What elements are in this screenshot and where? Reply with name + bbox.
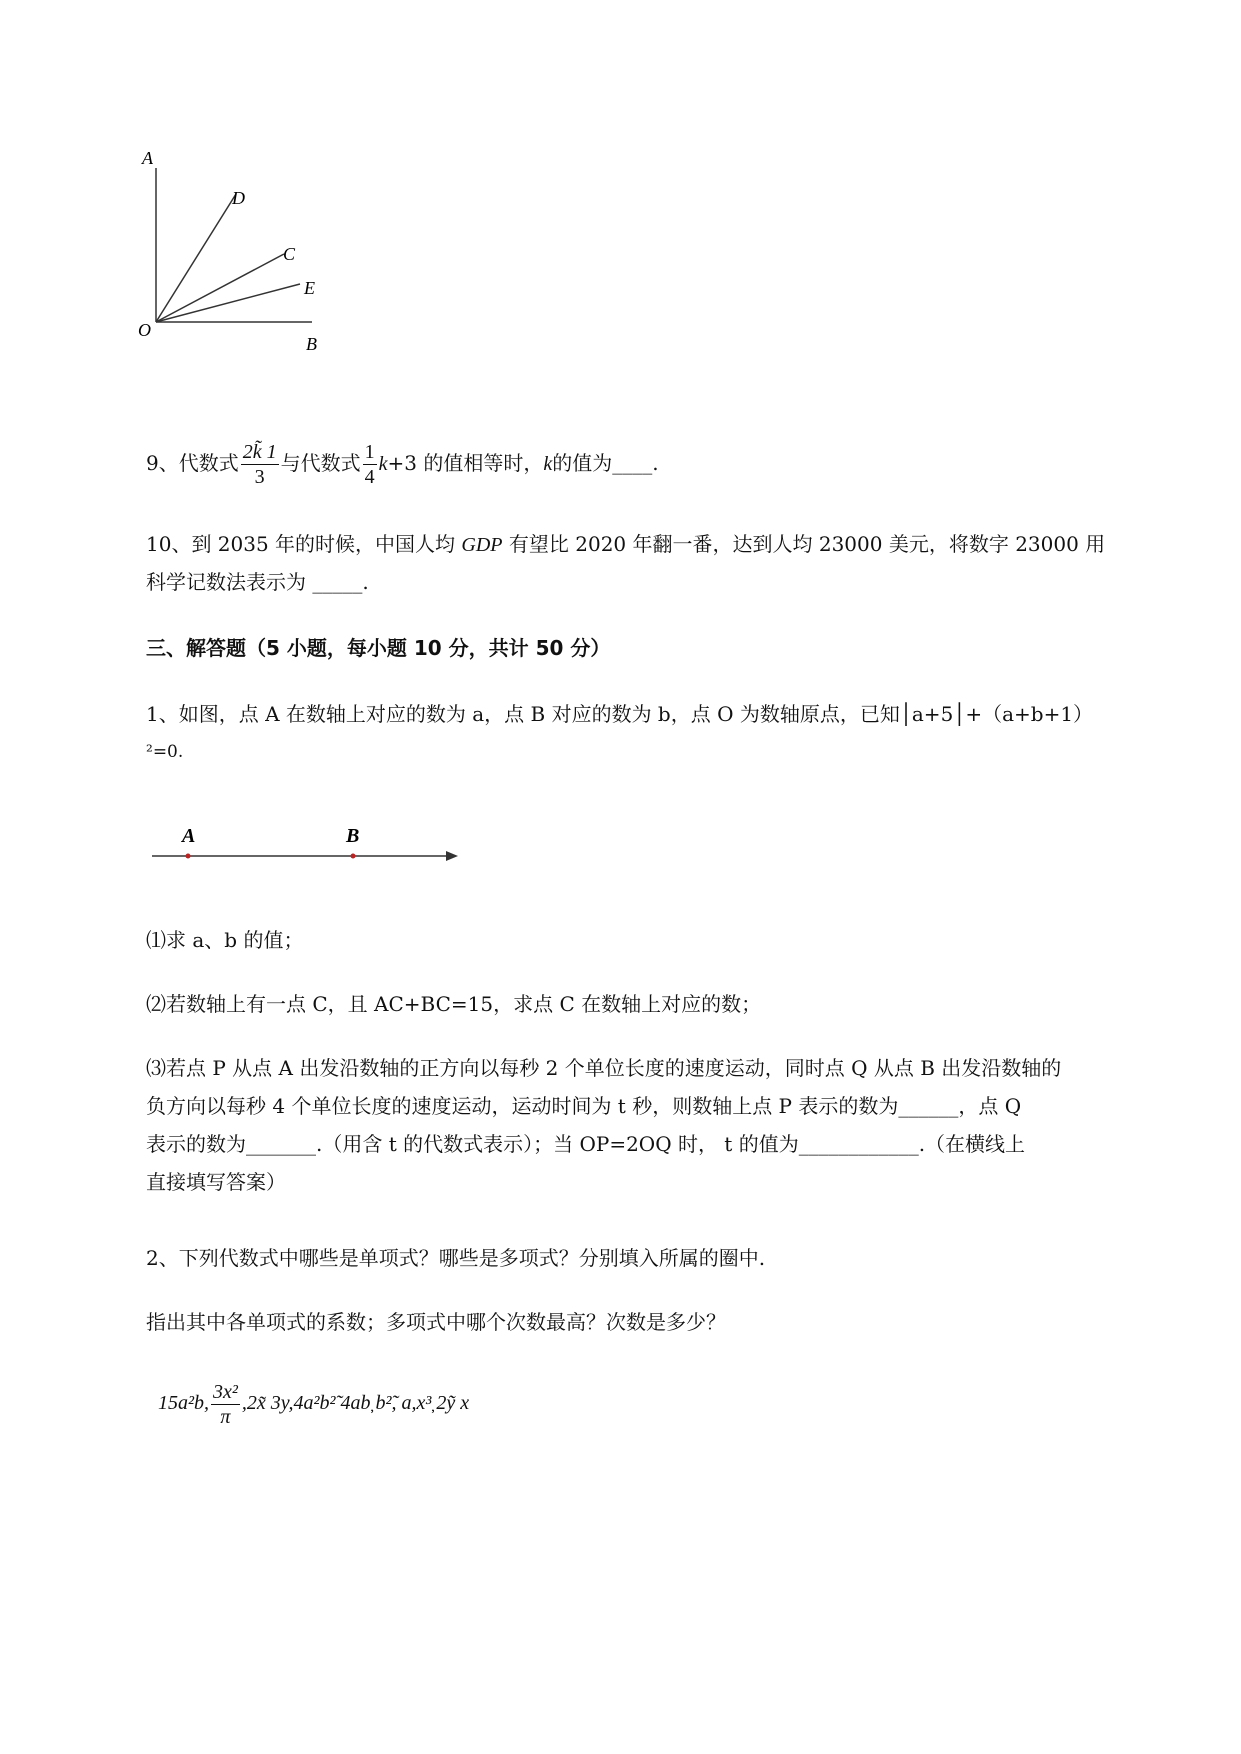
- problem-2-line-1: 2、下列代数式中哪些是单项式？哪些是多项式？分别填入所属的圈中.: [146, 1246, 766, 1270]
- problem-2-line-2: 指出其中各单项式的系数；多项式中哪个次数最高？次数是多少？: [146, 1310, 726, 1334]
- ray-oc: [156, 254, 284, 322]
- q9-k: k: [378, 453, 388, 475]
- q9-frac1-numerator: 2k̃ 1: [242, 441, 277, 463]
- angle-figure: [140, 150, 370, 360]
- problem-1-sub-3-line-2: 负方向以每秒 4 个单位长度的速度运动，运动时间为 t 秒，则数轴上点 P 表示的数为______，点 Q: [146, 1094, 1022, 1118]
- problem-1-sub-2: ⑵若数轴上有一点 C，且 AC+BC=15，求点 C 在数轴上对应的数；: [146, 992, 762, 1016]
- expr-frac-numerator: 3x²: [213, 1381, 238, 1403]
- problem-1-sub-3-line-4: 直接填写答案）: [146, 1170, 286, 1194]
- section-3-title: 三、解答题（5 小题，每小题 10 分，共计 50 分）: [146, 636, 611, 660]
- question-10-line-2: 科学记数法表示为 _____.: [146, 570, 369, 594]
- problem-1-sub-3-line-3: 表示的数为_______.（用含 t 的代数式表示）；当 OP=2OQ 时， t 的值为____________.（在横线上: [146, 1132, 1026, 1156]
- problem-1-line-1: 1、如图，点 A 在数轴上对应的数为 a，点 B 对应的数为 b，点 O 为数轴原点，已知│a+5│+（a+b+1）: [146, 702, 1094, 726]
- label-d: D: [232, 188, 245, 208]
- point-b: [351, 854, 356, 859]
- problem-2-expressions: [158, 1380, 469, 1429]
- q9-prefix: 9、代数式: [146, 451, 239, 475]
- point-a: [186, 854, 191, 859]
- q9-mid: 与代数式: [280, 451, 361, 475]
- question-9: [146, 440, 659, 489]
- label-a: A: [142, 148, 153, 168]
- expr-fraction: [211, 1380, 240, 1429]
- expr-part-a: 15a²b,: [158, 1392, 209, 1415]
- number-line-label-b: B: [346, 825, 360, 847]
- label-b: B: [306, 334, 317, 354]
- q9-frac1-denominator: 3: [254, 466, 265, 488]
- number-line-arrow: [446, 851, 458, 861]
- problem-1-line-2: ²=0.: [146, 742, 184, 762]
- q9-frac2-denominator: 4: [364, 466, 375, 488]
- q9-frac2-numerator: 1: [364, 441, 375, 463]
- expr-part-b: ,2x̃ 3y,4a²b²̃ 4ab̦ b²̃, a,x³̦ 2ỹ x: [241, 1392, 470, 1415]
- question-10-line-1: [146, 530, 1105, 559]
- label-e: E: [304, 278, 315, 298]
- label-c: C: [283, 244, 296, 264]
- q9-suffix: 的值为____.: [552, 451, 659, 475]
- number-line-label-a: A: [182, 825, 196, 847]
- q9-after: +3 的值相等时，: [387, 451, 544, 475]
- q10-text-b: 有望比 2020 年翻一番，达到人均 23000 美元，将数字 23000 用: [502, 532, 1106, 556]
- q10-gdp: GDP: [461, 534, 503, 556]
- problem-1-sub-3-line-1: ⑶若点 P 从点 A 出发沿数轴的正方向以每秒 2 个单位长度的速度运动，同时点 Q 从点 B 出发沿数轴的: [146, 1056, 1062, 1080]
- ray-oe: [156, 284, 300, 322]
- q10-text-a: 10、到 2035 年的时候，中国人均: [146, 532, 462, 556]
- q9-fraction-2: [363, 440, 377, 489]
- ray-od: [156, 194, 236, 322]
- expr-frac-denominator: π: [220, 1406, 231, 1428]
- q9-fraction-1: [241, 440, 279, 489]
- label-o: O: [138, 320, 151, 340]
- problem-1-sub-1: ⑴求 a、b 的值；: [146, 928, 304, 952]
- number-line: [150, 820, 470, 870]
- q9-k2: k: [543, 453, 553, 475]
